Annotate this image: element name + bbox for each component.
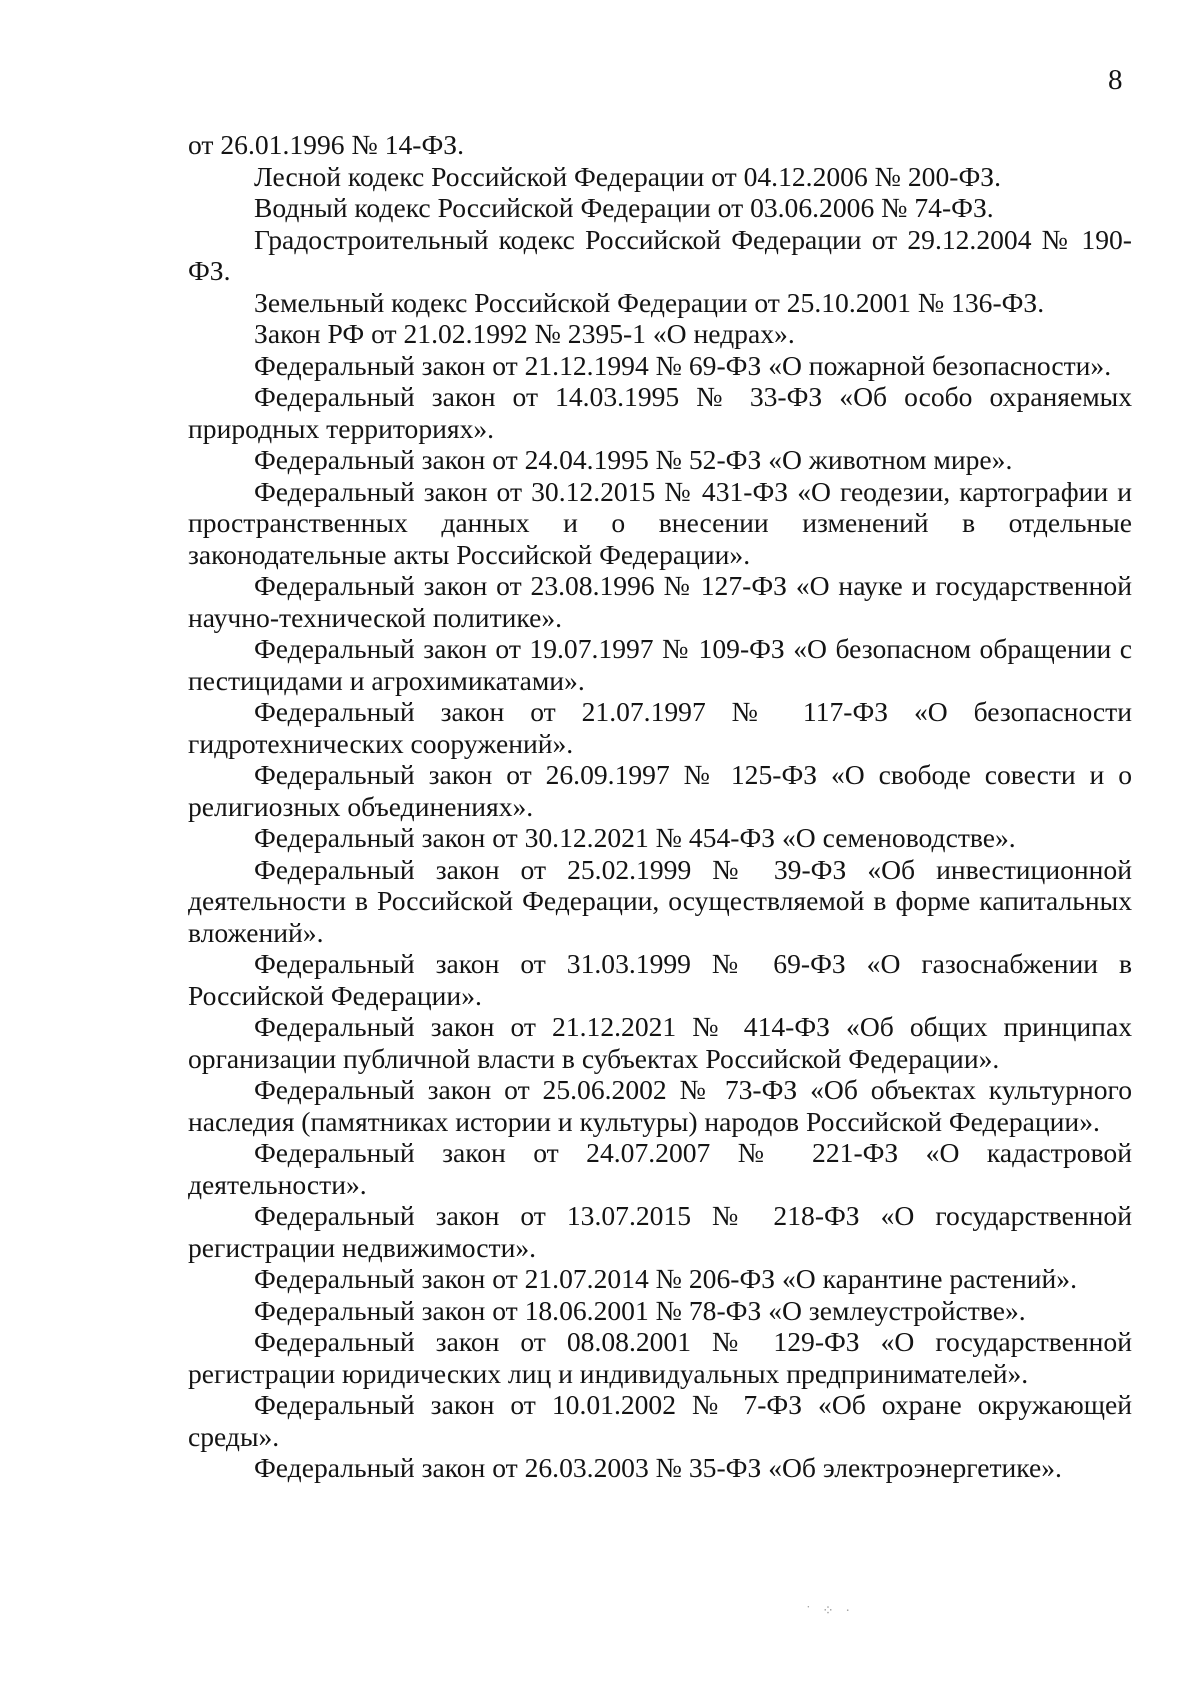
document-body	[188, 129, 1132, 1484]
paragraph: Лесной кодекс Российской Федерации от 04.12.2006 № 200-ФЗ.	[254, 160, 1001, 192]
paragraph: Земельный кодекс Российской Федерации от 25.10.2001 № 136-ФЗ.	[254, 286, 1045, 318]
paragraph: Федеральный закон от 19.07.1997 № 109-ФЗ «О безопасном обращении с пестицидами и агрохимикатами».	[188, 633, 1132, 696]
paragraph: Федеральный закон от 18.06.2001 № 78-ФЗ «О землеустройстве».	[254, 1294, 1026, 1326]
paragraph: Федеральный закон от 23.08.1996 № 127-ФЗ «О науке и государственной научно-технической политике».	[188, 570, 1132, 633]
paragraph: Федеральный закон от 25.06.2002 № 73-ФЗ «Об объектах культурного наследия (памятниках истории и культуры) народов Российской Федерации».	[188, 1074, 1132, 1137]
paragraph: Федеральный закон от 30.12.2015 № 431-ФЗ «О геодезии, картографии и пространственных данных и о внесении изменений в отдельные законодательные акты Российской Федерации».	[188, 475, 1132, 570]
paragraph: Федеральный закон от 21.07.1997 № 117-ФЗ «О безопасности гидротехнических сооружений».	[188, 696, 1132, 759]
paragraph: Федеральный закон от 26.03.2003 № 35-ФЗ «Об электроэнергетике».	[254, 1452, 1062, 1483]
paragraph: Федеральный закон от 10.01.2002 № 7-ФЗ «Об охране окружающей среды».	[188, 1389, 1132, 1452]
scan-specks: ˙ ⁘ ·	[806, 1604, 855, 1619]
paragraph: Федеральный закон от 08.08.2001 № 129-ФЗ «О государственной регистрации юридических лиц и индивидуальных предпринимателей».	[188, 1326, 1132, 1389]
paragraph: Федеральный закон от 21.07.2014 № 206-ФЗ «О карантине растений».	[254, 1263, 1077, 1294]
paragraph: Федеральный закон от 31.03.1999 № 69-ФЗ «О газоснабжении в Российской Федерации».	[188, 948, 1132, 1011]
paragraph: Федеральный закон от 13.07.2015 № 218-ФЗ «О государственной регистрации недвижимости».	[188, 1200, 1132, 1263]
paragraph: Федеральный закон от 30.12.2021 № 454-ФЗ «О семеноводстве».	[254, 822, 1016, 853]
paragraph: Федеральный закон от 24.04.1995 № 52-ФЗ «О животном мире».	[254, 444, 1013, 475]
page-number: 8	[1108, 64, 1123, 96]
paragraph: Федеральный закон от 26.09.1997 № 125-ФЗ «О свободе совести и о религиозных объединениях».	[188, 759, 1132, 822]
paragraph: Градостроительный кодекс Российской Федерации от 29.12.2004 № 190-ФЗ.	[188, 223, 1132, 286]
paragraph: Федеральный закон от 21.12.1994 № 69-ФЗ «О пожарной безопасности».	[254, 349, 1112, 381]
paragraph: Федеральный закон от 24.07.2007 № 221-ФЗ «О кадастровой деятельности».	[188, 1137, 1132, 1200]
paragraph: Федеральный закон от 25.02.1999 № 39-ФЗ «Об инвестиционной деятельности в Российской Федерации, осуществляемой в форме капитальных вложений».	[188, 853, 1132, 948]
paragraph: Федеральный закон от 14.03.1995 № 33-ФЗ «Об особо охраняемых природных территориях».	[188, 381, 1132, 444]
paragraph: Федеральный закон от 21.12.2021 № 414-ФЗ «Об общих принципах организации публичной власти в субъектах Российской Федерации».	[188, 1011, 1132, 1074]
paragraph: от 26.01.1996 № 14-ФЗ.	[188, 129, 464, 160]
paragraph: Водный кодекс Российской Федерации от 03.06.2006 № 74-ФЗ.	[254, 192, 994, 223]
paragraph: Закон РФ от 21.02.1992 № 2395-1 «О недрах».	[254, 318, 795, 349]
